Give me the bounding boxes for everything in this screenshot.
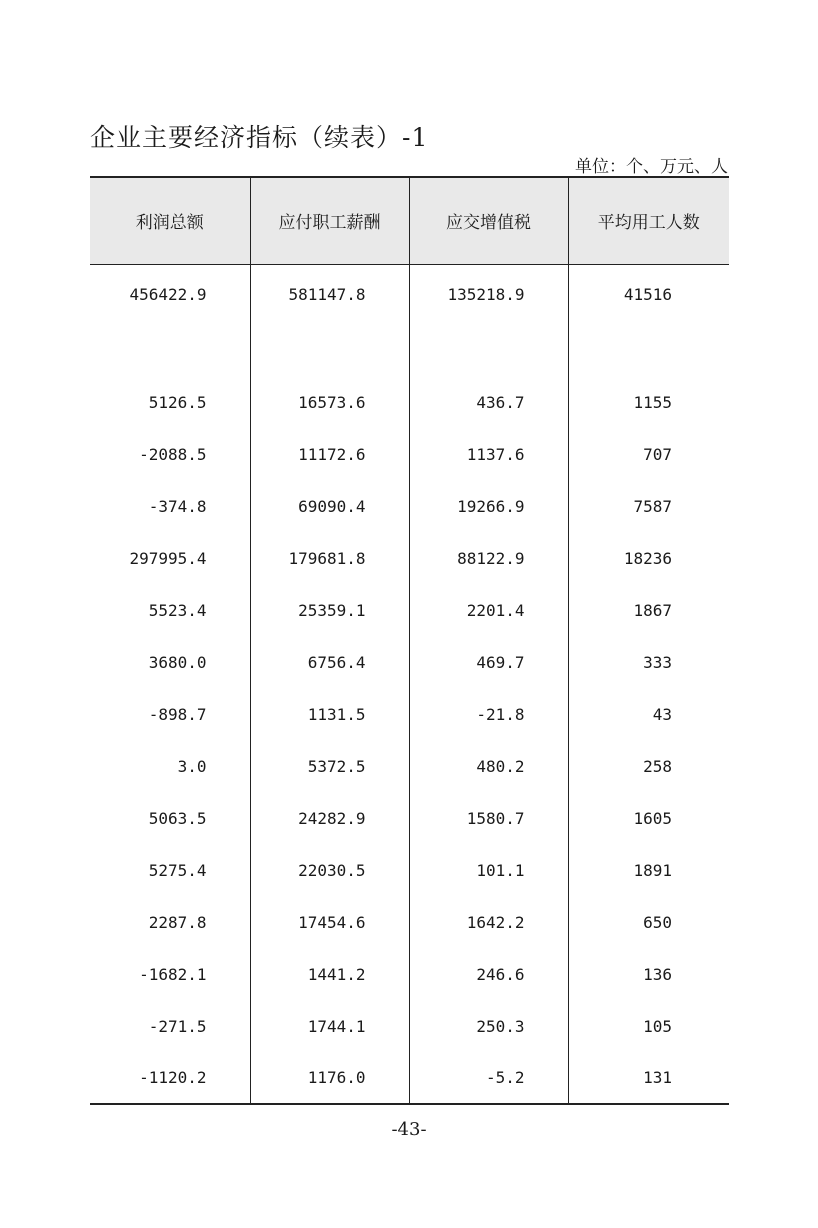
indicator-table-container bbox=[90, 176, 729, 1105]
cell-payroll-payable: 69090.4 bbox=[250, 481, 409, 533]
cell-vat-payable: 1137.6 bbox=[409, 429, 568, 481]
table-body bbox=[90, 264, 729, 1104]
cell-avg-employees bbox=[568, 325, 729, 377]
header-total-profit: 利润总额 bbox=[90, 177, 250, 264]
header-row bbox=[90, 177, 729, 264]
cell-payroll-payable: 22030.5 bbox=[250, 845, 409, 897]
cell-payroll-payable: 1131.5 bbox=[250, 689, 409, 741]
cell-total-profit: 2287.8 bbox=[148, 913, 207, 932]
cell-avg-employees: 1155 bbox=[568, 377, 729, 429]
cell-vat-payable: 1580.7 bbox=[409, 793, 568, 845]
cell-payroll-payable: 24282.9 bbox=[250, 793, 409, 845]
cell-total-profit: 5063.5 bbox=[148, 809, 207, 828]
cell-avg-employees: 41516 bbox=[568, 264, 729, 325]
cell-avg-employees: 1891 bbox=[568, 845, 729, 897]
cell-vat-payable: 436.7 bbox=[409, 377, 568, 429]
table-row bbox=[90, 377, 729, 429]
cell-vat-payable: -21.8 bbox=[409, 689, 568, 741]
table-row bbox=[90, 689, 729, 741]
cell-vat-payable: 101.1 bbox=[409, 845, 568, 897]
cell-total-profit: 5275.4 bbox=[148, 861, 207, 880]
cell-vat-payable: -5.2 bbox=[409, 1053, 568, 1104]
cell-payroll-payable: 25359.1 bbox=[250, 585, 409, 637]
cell-total-profit: -1682.1 bbox=[139, 965, 207, 984]
cell-vat-payable: 250.3 bbox=[409, 1001, 568, 1053]
cell-avg-employees: 18236 bbox=[568, 533, 729, 585]
cell-total-profit: -1120.2 bbox=[90, 1053, 250, 1104]
table-row bbox=[90, 264, 729, 325]
table-row bbox=[90, 1053, 729, 1104]
cell-avg-employees: 333 bbox=[568, 637, 729, 689]
cell-payroll-payable: 1176.0 bbox=[250, 1053, 409, 1104]
page-number: -43- bbox=[391, 1119, 427, 1140]
table-row bbox=[90, 533, 729, 585]
cell-avg-employees: 43 bbox=[568, 689, 729, 741]
cell-payroll-payable: 1744.1 bbox=[250, 1001, 409, 1053]
cell-avg-employees: 136 bbox=[568, 949, 729, 1001]
table-header bbox=[90, 177, 729, 264]
cell-vat-payable: 19266.9 bbox=[409, 481, 568, 533]
header-payroll-payable: 应付职工薪酬 bbox=[250, 177, 409, 264]
cell-payroll-payable: 1441.2 bbox=[250, 949, 409, 1001]
cell-avg-employees: 1605 bbox=[568, 793, 729, 845]
table-row bbox=[90, 793, 729, 845]
cell-avg-employees: 131 bbox=[568, 1053, 729, 1104]
header-vat-payable: 应交增值税 bbox=[409, 177, 568, 264]
cell-payroll-payable: 581147.8 bbox=[250, 264, 409, 325]
cell-avg-employees: 258 bbox=[568, 741, 729, 793]
cell-payroll-payable: 16573.6 bbox=[250, 377, 409, 429]
cell-total-profit: -2088.5 bbox=[139, 445, 207, 464]
cell-total-profit: -374.8 bbox=[148, 497, 207, 516]
cell-avg-employees: 1867 bbox=[568, 585, 729, 637]
cell-total-profit: 5523.4 bbox=[148, 601, 207, 620]
table-row bbox=[90, 585, 729, 637]
table-row bbox=[90, 949, 729, 1001]
cell-vat-payable: 2201.4 bbox=[409, 585, 568, 637]
cell-total-profit: 3.0 bbox=[177, 757, 207, 776]
cell-avg-employees: 105 bbox=[568, 1001, 729, 1053]
cell-vat-payable bbox=[409, 325, 568, 377]
table-row bbox=[90, 481, 729, 533]
cell-payroll-payable: 5372.5 bbox=[250, 741, 409, 793]
cell-total-profit: 297995.4 bbox=[129, 549, 207, 568]
cell-total-profit: 3680.0 bbox=[148, 653, 207, 672]
cell-avg-employees: 707 bbox=[568, 429, 729, 481]
cell-payroll-payable: 17454.6 bbox=[250, 897, 409, 949]
table-row bbox=[90, 429, 729, 481]
table-row-blank bbox=[90, 325, 729, 377]
table-row bbox=[90, 1001, 729, 1053]
cell-payroll-payable: 179681.8 bbox=[250, 533, 409, 585]
cell-vat-payable: 88122.9 bbox=[409, 533, 568, 585]
cell-payroll-payable bbox=[250, 325, 409, 377]
cell-payroll-payable: 11172.6 bbox=[250, 429, 409, 481]
cell-vat-payable: 1642.2 bbox=[409, 897, 568, 949]
cell-total-profit: 5126.5 bbox=[148, 393, 207, 412]
indicator-table bbox=[90, 176, 729, 1105]
unit-label: 单位：个、万元、人 bbox=[575, 157, 728, 177]
cell-avg-employees: 650 bbox=[568, 897, 729, 949]
cell-vat-payable: 135218.9 bbox=[409, 264, 568, 325]
page-title: 企业主要经济指标（续表）-1 bbox=[90, 123, 429, 152]
cell-total-profit: 456422.9 bbox=[129, 285, 207, 304]
table-row bbox=[90, 897, 729, 949]
header-avg-employees: 平均用工人数 bbox=[568, 177, 729, 264]
cell-total-profit: -898.7 bbox=[148, 705, 207, 724]
cell-avg-employees: 7587 bbox=[568, 481, 729, 533]
table-row bbox=[90, 741, 729, 793]
cell-total-profit bbox=[90, 325, 250, 377]
table-row bbox=[90, 637, 729, 689]
cell-total-profit: -271.5 bbox=[148, 1017, 207, 1036]
cell-vat-payable: 480.2 bbox=[409, 741, 568, 793]
cell-vat-payable: 246.6 bbox=[409, 949, 568, 1001]
cell-payroll-payable: 6756.4 bbox=[250, 637, 409, 689]
cell-vat-payable: 469.7 bbox=[409, 637, 568, 689]
table-row bbox=[90, 845, 729, 897]
